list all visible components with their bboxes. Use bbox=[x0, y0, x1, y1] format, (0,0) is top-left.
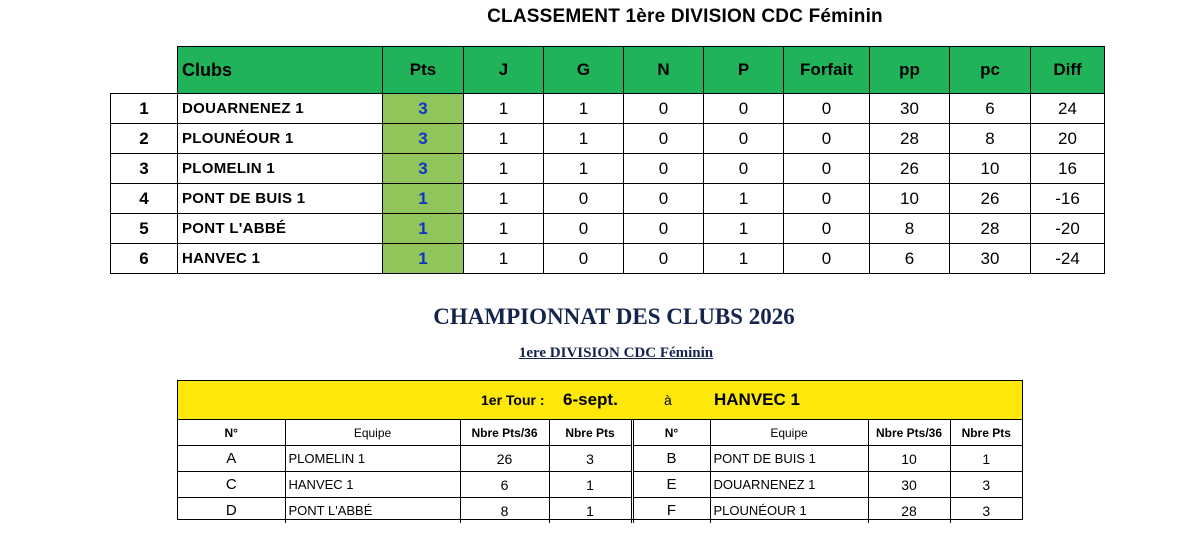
home-pts36-cell: 6 bbox=[460, 472, 549, 498]
home-team-cell: HANVEC 1 bbox=[285, 472, 460, 498]
diff-cell: 16 bbox=[1031, 154, 1105, 184]
j-cell: 1 bbox=[464, 244, 544, 274]
round-label: 1er Tour : bbox=[481, 392, 545, 408]
header-pts: Pts bbox=[383, 47, 464, 94]
rank-cell: 1 bbox=[111, 94, 178, 124]
club-cell: HANVEC 1 bbox=[178, 244, 383, 274]
club-cell: PLOUNÉOUR 1 bbox=[178, 124, 383, 154]
table-row bbox=[111, 94, 1105, 124]
pc-cell: 26 bbox=[950, 184, 1031, 214]
g-cell: 0 bbox=[544, 244, 624, 274]
rank-cell: 5 bbox=[111, 214, 178, 244]
table-row bbox=[111, 244, 1105, 274]
standings-table bbox=[110, 46, 1105, 274]
home-no-cell: A bbox=[178, 446, 285, 472]
p-cell: 1 bbox=[704, 214, 784, 244]
rank-cell: 6 bbox=[111, 244, 178, 274]
round-date: 6-sept. bbox=[563, 390, 618, 409]
j-cell: 1 bbox=[464, 124, 544, 154]
header-away-no: N° bbox=[632, 420, 710, 446]
diff-cell: 20 bbox=[1031, 124, 1105, 154]
pp-cell: 26 bbox=[870, 154, 950, 184]
away-pts36-cell: 30 bbox=[868, 472, 950, 498]
pts-cell: 1 bbox=[383, 214, 464, 244]
away-team-cell: PLOUNÉOUR 1 bbox=[710, 498, 868, 524]
g-cell: 1 bbox=[544, 94, 624, 124]
home-team-cell: PLOMELIN 1 bbox=[285, 446, 460, 472]
match-row bbox=[178, 498, 1022, 524]
table-row bbox=[111, 154, 1105, 184]
header-away-team: Equipe bbox=[710, 420, 868, 446]
round-panel bbox=[177, 380, 1023, 520]
n-cell: 0 bbox=[624, 244, 704, 274]
pc-cell: 30 bbox=[950, 244, 1031, 274]
club-cell: PONT L'ABBÉ bbox=[178, 214, 383, 244]
pts-cell: 1 bbox=[383, 244, 464, 274]
p-cell: 0 bbox=[704, 94, 784, 124]
away-no-cell: B bbox=[632, 446, 710, 472]
away-pts-cell: 3 bbox=[950, 498, 1022, 524]
match-header-row bbox=[178, 420, 1022, 446]
pts-cell: 3 bbox=[383, 154, 464, 184]
rank-header bbox=[111, 47, 178, 94]
away-pts-cell: 1 bbox=[950, 446, 1022, 472]
pc-cell: 8 bbox=[950, 124, 1031, 154]
home-pts-cell: 3 bbox=[549, 446, 632, 472]
forfait-cell: 0 bbox=[784, 184, 870, 214]
header-p: P bbox=[704, 47, 784, 94]
forfait-cell: 0 bbox=[784, 154, 870, 184]
away-no-cell: F bbox=[632, 498, 710, 524]
header-pc: pc bbox=[950, 47, 1031, 94]
j-cell: 1 bbox=[464, 154, 544, 184]
rank-cell: 3 bbox=[111, 154, 178, 184]
header-home-pts36: Nbre Pts/36 bbox=[460, 420, 549, 446]
club-cell: PLOMELIN 1 bbox=[178, 154, 383, 184]
round-banner bbox=[178, 381, 1022, 420]
away-pts36-cell: 10 bbox=[868, 446, 950, 472]
table-row bbox=[111, 214, 1105, 244]
pc-cell: 6 bbox=[950, 94, 1031, 124]
round-at-label: à bbox=[664, 392, 672, 408]
pts-cell: 3 bbox=[383, 94, 464, 124]
forfait-cell: 0 bbox=[784, 94, 870, 124]
away-pts-cell: 3 bbox=[950, 472, 1022, 498]
j-cell: 1 bbox=[464, 214, 544, 244]
pp-cell: 6 bbox=[870, 244, 950, 274]
rank-cell: 4 bbox=[111, 184, 178, 214]
club-cell: DOUARNENEZ 1 bbox=[178, 94, 383, 124]
standings-header-row bbox=[111, 47, 1105, 94]
round-venue: HANVEC 1 bbox=[714, 390, 800, 409]
pp-cell: 30 bbox=[870, 94, 950, 124]
header-pp: pp bbox=[870, 47, 950, 94]
match-table bbox=[178, 420, 1022, 523]
n-cell: 0 bbox=[624, 94, 704, 124]
header-diff: Diff bbox=[1031, 47, 1105, 94]
header-clubs: Clubs bbox=[178, 47, 383, 94]
rank-cell: 2 bbox=[111, 124, 178, 154]
n-cell: 0 bbox=[624, 184, 704, 214]
j-cell: 1 bbox=[464, 94, 544, 124]
diff-cell: -16 bbox=[1031, 184, 1105, 214]
header-away-pts36: Nbre Pts/36 bbox=[868, 420, 950, 446]
header-home-no: N° bbox=[178, 420, 285, 446]
pc-cell: 28 bbox=[950, 214, 1031, 244]
p-cell: 0 bbox=[704, 124, 784, 154]
pts-cell: 3 bbox=[383, 124, 464, 154]
standings-title: CLASSEMENT 1ère DIVISION CDC Féminin bbox=[487, 6, 883, 27]
forfait-cell: 0 bbox=[784, 214, 870, 244]
match-row bbox=[178, 446, 1022, 472]
pc-cell: 10 bbox=[950, 154, 1031, 184]
p-cell: 1 bbox=[704, 184, 784, 214]
header-j: J bbox=[464, 47, 544, 94]
p-cell: 0 bbox=[704, 154, 784, 184]
j-cell: 1 bbox=[464, 184, 544, 214]
match-row bbox=[178, 472, 1022, 498]
away-team-cell: PONT DE BUIS 1 bbox=[710, 446, 868, 472]
home-no-cell: D bbox=[178, 498, 285, 524]
n-cell: 0 bbox=[624, 124, 704, 154]
championship-subtitle: 1ere DIVISION CDC Féminin bbox=[518, 345, 714, 361]
diff-cell: -24 bbox=[1031, 244, 1105, 274]
pp-cell: 8 bbox=[870, 214, 950, 244]
g-cell: 0 bbox=[544, 214, 624, 244]
header-n: N bbox=[624, 47, 704, 94]
forfait-cell: 0 bbox=[784, 244, 870, 274]
home-no-cell: C bbox=[178, 472, 285, 498]
g-cell: 0 bbox=[544, 184, 624, 214]
diff-cell: 24 bbox=[1031, 94, 1105, 124]
g-cell: 1 bbox=[544, 124, 624, 154]
table-row bbox=[111, 124, 1105, 154]
header-home-pts: Nbre Pts bbox=[549, 420, 632, 446]
pts-cell: 1 bbox=[383, 184, 464, 214]
diff-cell: -20 bbox=[1031, 214, 1105, 244]
table-row bbox=[111, 184, 1105, 214]
pp-cell: 10 bbox=[870, 184, 950, 214]
club-cell: PONT DE BUIS 1 bbox=[178, 184, 383, 214]
home-pts36-cell: 8 bbox=[460, 498, 549, 524]
home-team-cell: PONT L'ABBÉ bbox=[285, 498, 460, 524]
header-g: G bbox=[544, 47, 624, 94]
n-cell: 0 bbox=[624, 154, 704, 184]
pp-cell: 28 bbox=[870, 124, 950, 154]
forfait-cell: 0 bbox=[784, 124, 870, 154]
home-pts-cell: 1 bbox=[549, 472, 632, 498]
g-cell: 1 bbox=[544, 154, 624, 184]
header-forfait: Forfait bbox=[784, 47, 870, 94]
championship-title: CHAMPIONNAT DES CLUBS 2026 bbox=[433, 304, 795, 329]
away-team-cell: DOUARNENEZ 1 bbox=[710, 472, 868, 498]
away-no-cell: E bbox=[632, 472, 710, 498]
n-cell: 0 bbox=[624, 214, 704, 244]
home-pts-cell: 1 bbox=[549, 498, 632, 524]
away-pts36-cell: 28 bbox=[868, 498, 950, 524]
home-pts36-cell: 26 bbox=[460, 446, 549, 472]
header-home-team: Equipe bbox=[285, 420, 460, 446]
p-cell: 1 bbox=[704, 244, 784, 274]
header-away-pts: Nbre Pts bbox=[950, 420, 1022, 446]
